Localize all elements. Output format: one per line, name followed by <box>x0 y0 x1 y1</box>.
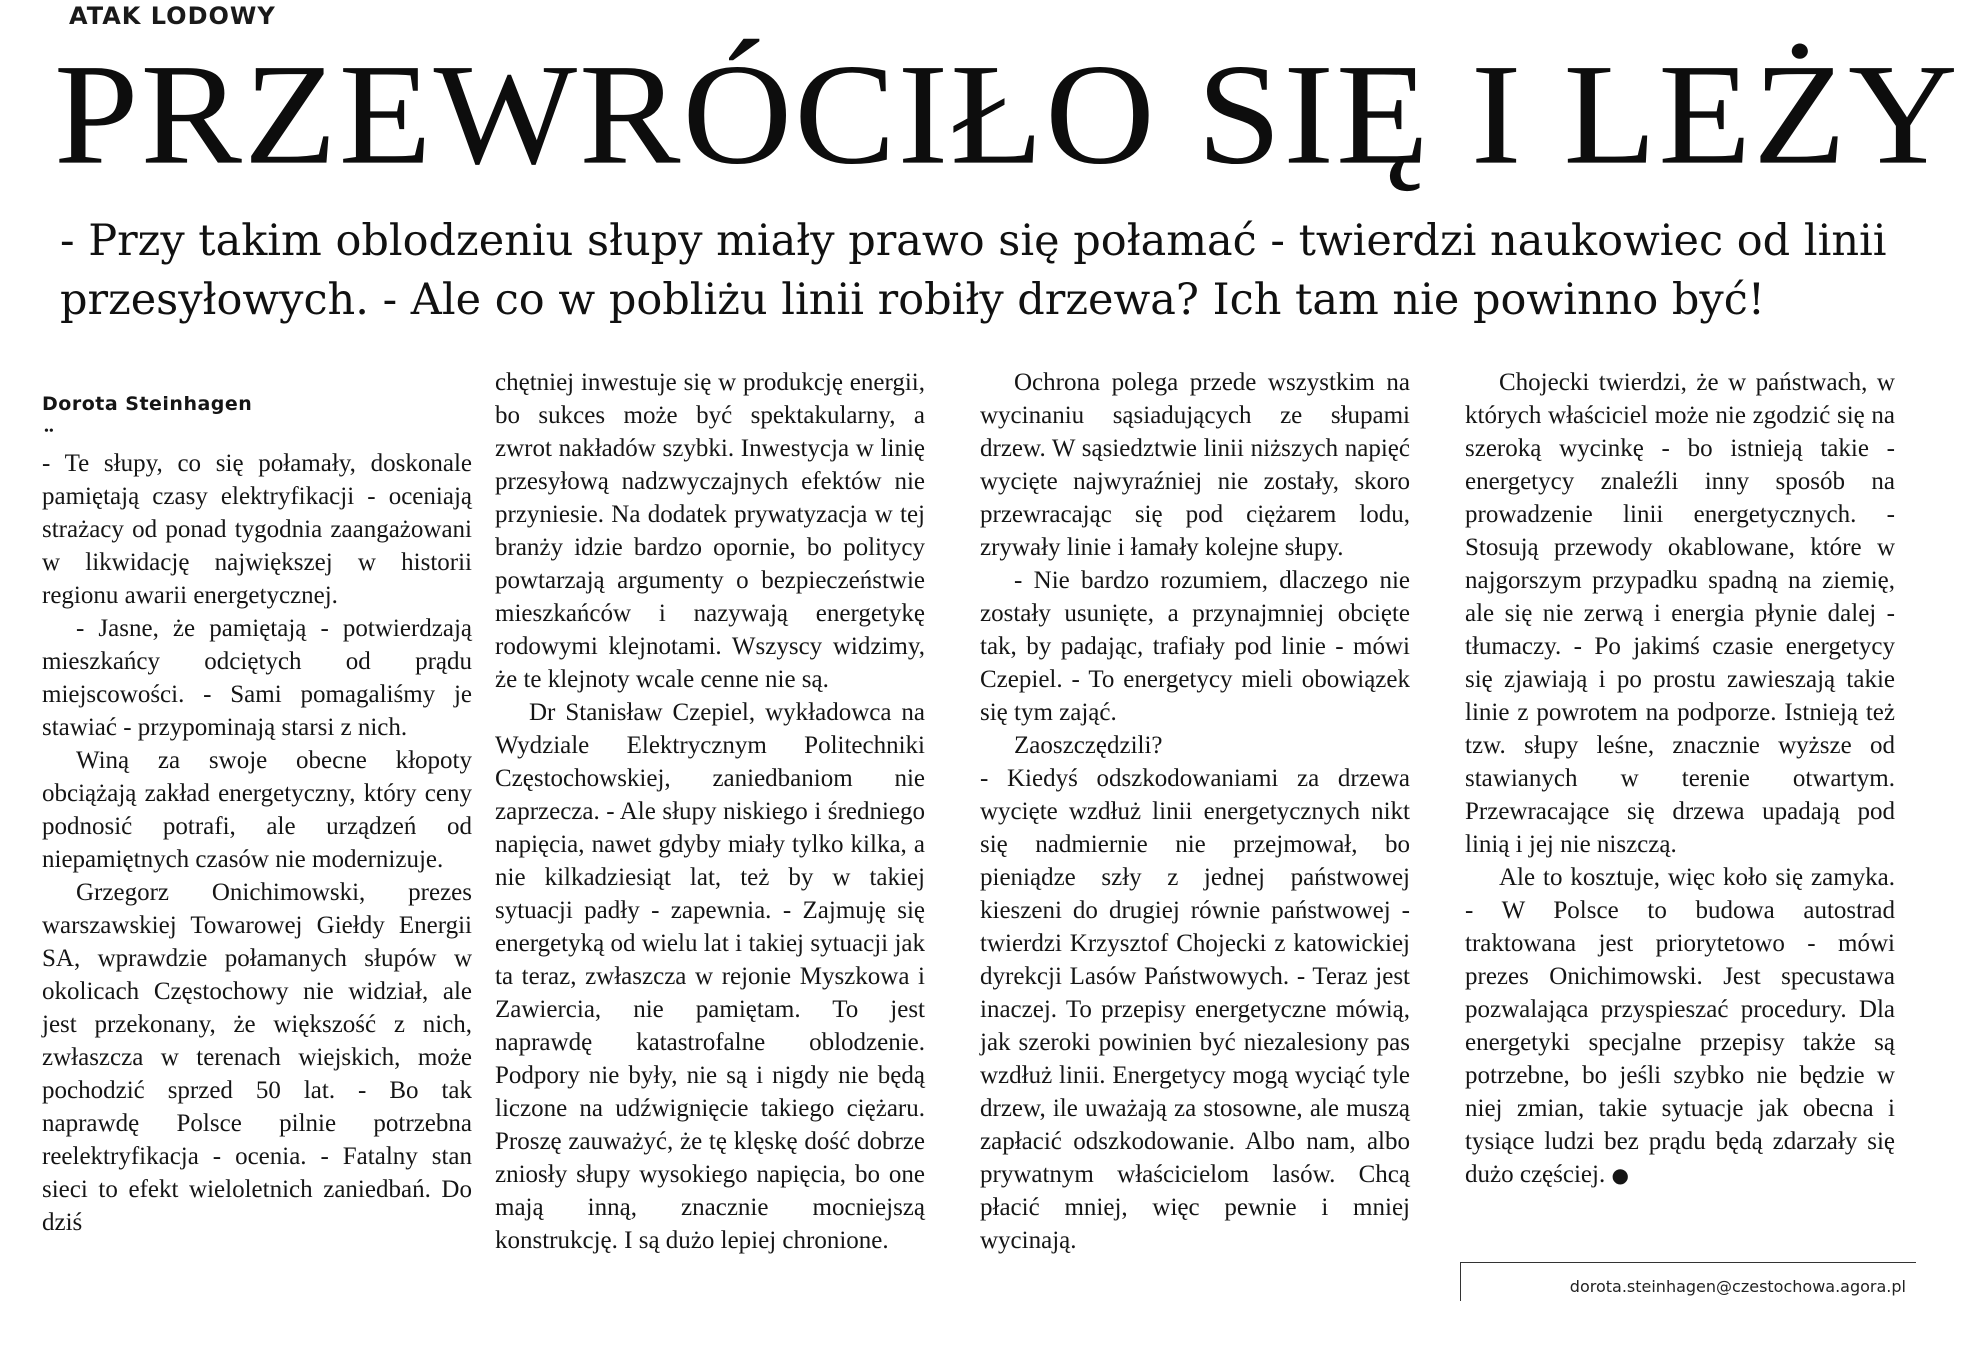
paragraph: Chojecki twierdzi, że w państwach, w których właściciel może nie zgodzić się na szeroką wycinkę - bo istnieją takie - energetycy znaleźli inny sposób na prowadzenie linii energetycznych. - Stosują przewody okablowane, które w najgorszym przypadku spadną na ziemię, ale się nie zerwą i energia płynie dalej - tłumaczy. - Po jakimś czasie energetycy się zjawiają i po prostu zawieszają takie linie z powrotem na podporze. Istnieją też tzw. słupy leśne, znacznie wyższe od stawianych w terenie otwartym. Przewracające się drzewa upadają pod linią i jej nie niszczą. <box>1465 369 1895 858</box>
paragraph: - Kiedyś odszkodowaniami za drzewa wycięte wzdłuż linii energetycznych nikt się nadmiernie nie przejmował, bo pieniądze szły z jednej państwowej kieszeni do drugiej równie państwowej - twierdzi Krzysztof Chojecki z katowickiej dyrekcji Lasów Państwowych. - Teraz jest inaczej. To przepisy energetyczne mówią, jak szeroki powinien być niezalesiony pas wzdłuż linii. Energetycy mogą wyciąć tyle drzew, ile uważają za stosowne, ale muszą zapłacić odszkodowanie. Albo nam, albo prywatnym właścicielom lasów. Chcą płacić mniej, więc pewnie i mniej wycinają. <box>980 765 1410 1254</box>
paragraph: - Nie bardzo rozumiem, dlaczego nie zostały usunięte, a przynajmniej obcięte tak, by padając, trafiały pod linie - mówi Czepiel. - To energetycy mieli obowiązek się tym zająć. <box>980 567 1410 726</box>
section-kicker: ATAK LODOWY <box>69 2 276 30</box>
deck-subheadline: - Przy takim oblodzeniu słupy miały prawo się połamać - twierdzi naukowiec od linii przesyłowych. - Ale co w pobliżu linii robiły drzewa? Ich tam nie powinno być! <box>60 216 1887 325</box>
paragraph: Grzegorz Onichimowski, prezes warszawskiej Towarowej Giełdy Energii SA, wprawdzie połamanych słupów w okolicach Częstochowy nie widział, ale jest przekonany, że większość z nich, zwłaszcza w terenach wiejskich, może pochodzić sprzed 50 lat. - Bo tak naprawdę Polsce pilnie potrzebna reelektryfikacja - ocenia. - Fatalny stan sieci to efekt wieloletnich zaniedbań. Do dziś <box>42 879 472 1236</box>
paragraph: Zaoszczędzili? <box>1014 732 1163 759</box>
paragraph-final <box>1465 861 1895 1192</box>
paragraph: - Jasne, że pamiętają - potwierdzają mieszkańcy odciętych od prądu miejscowości. - Sami pomagaliśmy je stawiać - przypominają starsi z nich. <box>42 615 472 741</box>
author-email[interactable]: dorota.steinhagen@czestochowa.agora.pl <box>1569 1277 1906 1296</box>
paragraph: chętniej inwestuje się w produkcję energii, bo sukces może być spektakularny, a zwrot nakładów szybki. Inwestycja w linię przesyłową nadzwyczajnych efektów nie przyniesie. Na dodatek prywatyzacja w tej branży idzie bardzo opornie, bo politycy powtarzają argumenty o bezpieczeństwie mieszkańców i nazywają energetykę rodowymi klejnotami. Wszyscy widzimy, że te klejnoty wcale cenne nie są. <box>495 369 925 693</box>
paragraph: Dr Stanisław Czepiel, wykładowca na Wydziale Elektrycznym Politechniki Częstochowskiej, zaniedbaniom nie zaprzecza. - Ale słupy niskiego i średniego napięcia, nawet gdyby miały tylko kilka, a nie kilkadziesiąt lat, też by w takiej sytuacji padły - zapewnia. - Zajmuję się energetyką od wielu lat i takiej sytuacji jak ta teraz, zwłaszcza w rejonie Myszkowa i Zawiercia, nie pamiętam. To jest naprawdę katastrofalne oblodzenie. Podpory nie były, nie są i nigdy nie będą liczone na udźwignięcie takiego ciężaru. Proszę zauważyć, że tę klęskę dość dobrze zniosły słupy wysokiego napięcia, bo one mają inną, znacznie mocniejszą konstrukcję. I są dużo lepiej chronione. <box>495 699 925 1254</box>
paragraph: Ochrona polega przede wszystkim na wycinaniu sąsiadujących ze słupami drzew. W sąsiedztwie linii niższych napięć wycięte najwyraźniej nie zostały, skoro przewracając się pod ciężarem lodu, zrywały linie i łamały kolejne słupy. <box>980 369 1410 561</box>
headline: PRZEWRÓCIŁO SIĘ I LEŻY <box>54 34 1960 195</box>
byline-dots: •• <box>44 424 54 439</box>
article-column-2 <box>495 366 925 1257</box>
paragraph: - Te słupy, co się połamały, doskonale pamiętają czasy elektryfikacji - oceniają strażacy od ponad tygodnia zaangażowani w likwidację największej w historii regionu awarii energetycznej. <box>42 450 472 609</box>
paragraph-final-text: Ale to kosztuje, więc koło się zamyka. - W Polsce to budowa autostrad traktowana jest priorytetowo - mówi prezes Onichimowski. Jest specustawa pozwalająca przyspieszać procedury. Dla energetyki specjalne przepisy także są potrzebne, bo jeśli szybko nie będzie w niej zmian, takie sytuacje jak obecna i tysiące ludzi bez prądu będą zdarzały się dużo częściej. <box>1465 864 1895 1188</box>
byline-author: Dorota Steinhagen <box>42 393 253 415</box>
end-mark-icon: ● <box>1611 1163 1629 1187</box>
article-column-1 <box>42 380 472 1239</box>
author-email-box <box>1460 1262 1916 1301</box>
article-column-4 <box>1465 366 1895 1192</box>
paragraph: Winą za swoje obecne kłopoty obciążają zakład energetyczny, który ceny podnosić potrafi, ale urządzeń od niepamiętnych czasów nie modernizuje. <box>42 747 472 873</box>
article-column-3 <box>980 366 1410 1257</box>
